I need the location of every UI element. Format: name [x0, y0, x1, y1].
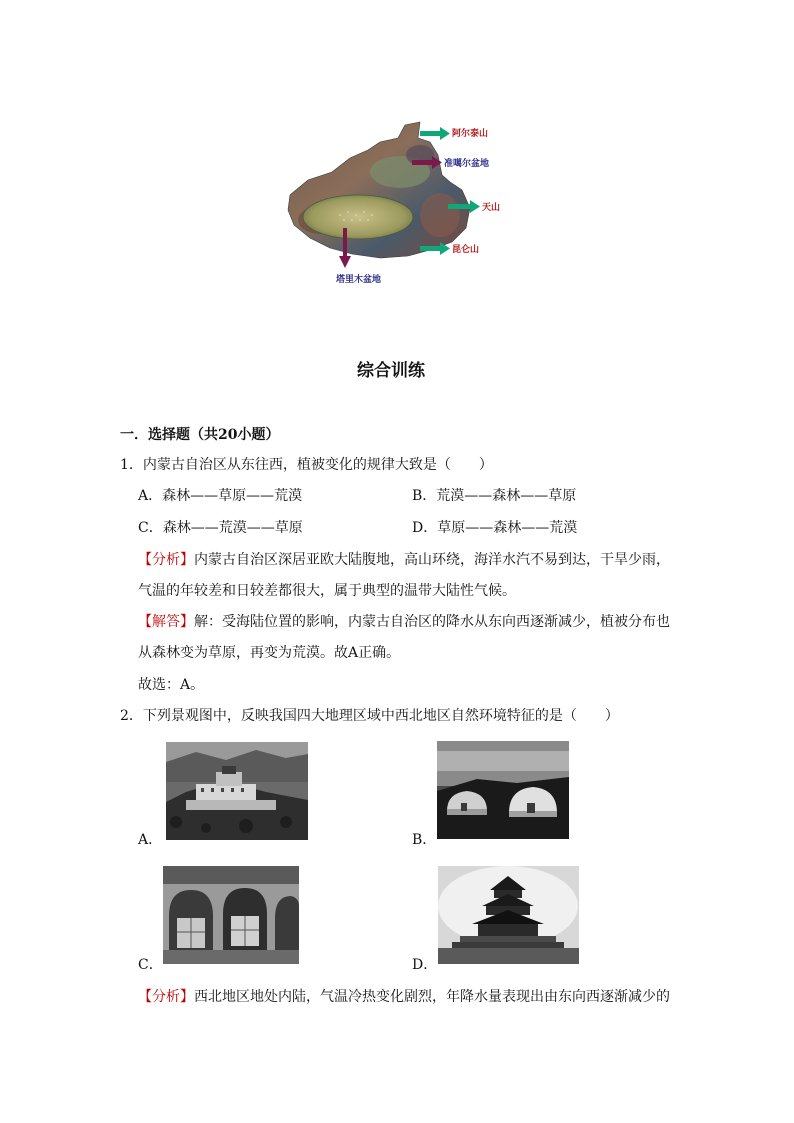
page-title: 综合训练 — [357, 361, 425, 381]
answer-tag: 【解答】 — [138, 614, 194, 630]
label-tarim: 塔里木盆地 — [336, 275, 382, 285]
q2-label-c: C． — [138, 957, 163, 973]
q1-choice: 故选：A。 — [138, 677, 205, 693]
q1-option-b: B．荒漠——森林——草原 — [412, 488, 577, 504]
xinjiang-terrain-map — [280, 120, 520, 290]
q2-analysis-text: 西北地区地处内陆，气温冷热变化剧烈，年降水量表现出由东向西逐渐减少的 — [194, 989, 670, 1005]
photo-a-palace — [166, 742, 308, 840]
q2-label-a: A． — [138, 832, 163, 848]
q1-option-a: A．森林——草原——荒漠 — [138, 488, 303, 504]
q1-option-c: C．森林——荒漠——草原 — [138, 520, 303, 536]
arrow-altai — [420, 127, 450, 140]
q1-stem: 1．内蒙古自治区从东往西，植被变化的规律大致是（ ） — [120, 457, 493, 473]
q1-answer-line2: 从森林变为草原，再变为荒漠。故A正确。 — [138, 645, 401, 661]
label-altai: 阿尔泰山 — [452, 129, 489, 139]
q2-analysis-line1 — [138, 987, 670, 1007]
label-tianshan: 天山 — [482, 203, 501, 213]
photo-c-cave-dwellings — [163, 866, 299, 964]
q2-analysis-tag: 【分析】 — [138, 989, 194, 1005]
label-junggar: 准噶尔盆地 — [444, 159, 490, 169]
q1-option-d: D．草原——森林——荒漠 — [412, 520, 578, 536]
q1-analysis-line2: 气温的年较差和日较差都很大，属于典型的温带大陆性气候。 — [138, 583, 516, 599]
q2-label-d: D． — [412, 957, 438, 973]
analysis-text: 内蒙古自治区深居亚欧大陆腹地，高山环绕，海洋水汽不易到达，干旱少雨， — [194, 552, 670, 568]
q1-analysis-line1 — [138, 550, 670, 570]
q2-label-b: B． — [412, 832, 437, 848]
photo-d-temple — [438, 866, 579, 964]
section-heading: 一．选择题（共20小题） — [120, 427, 280, 443]
label-kunlun: 昆仑山 — [452, 245, 480, 255]
q1-answer-line1 — [138, 612, 670, 632]
photo-b-yurts — [437, 741, 569, 839]
analysis-tag: 【分析】 — [138, 552, 194, 568]
answer-text: 解：受海陆位置的影响，内蒙古自治区的降水从东向西逐渐减少，植被分布也 — [194, 614, 670, 630]
q2-stem: 2．下列景观图中，反映我国四大地理区域中西北地区自然环境特征的是（ ） — [120, 708, 619, 724]
